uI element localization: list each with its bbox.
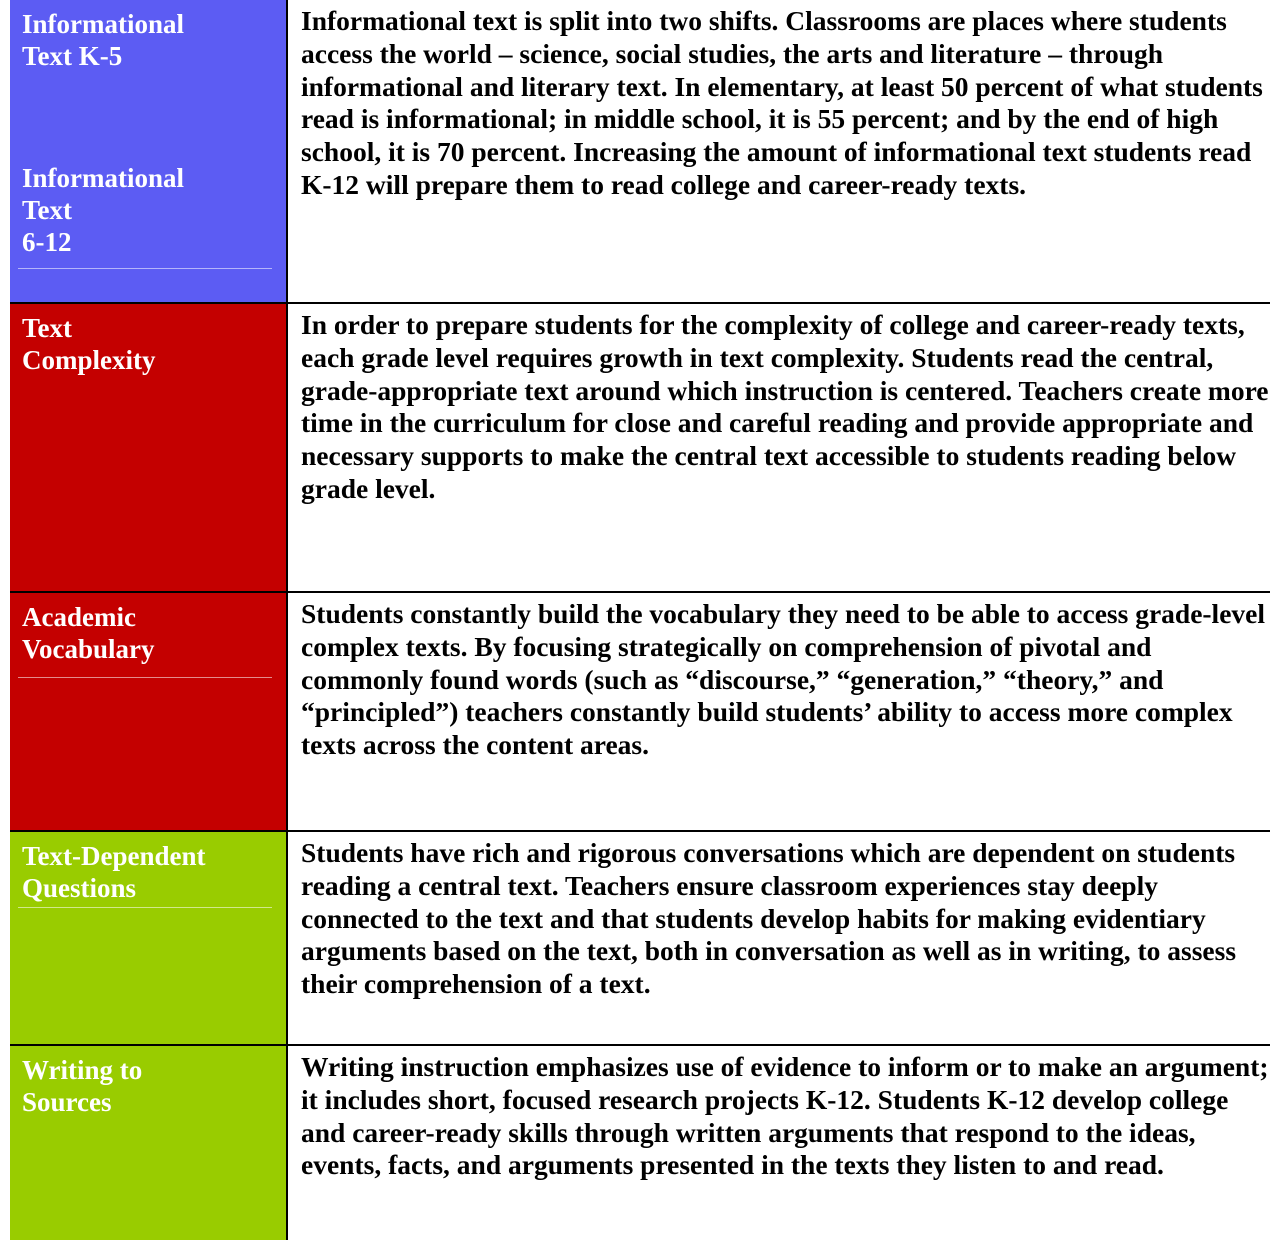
label-line: Questions	[22, 873, 137, 903]
label-line: Text-Dependent	[22, 841, 206, 871]
row-border	[10, 830, 1270, 832]
row-border	[10, 302, 1270, 304]
label-line: Informational	[22, 163, 184, 193]
row-border	[10, 1044, 1270, 1046]
label-line: Writing to	[22, 1055, 143, 1085]
column-border	[286, 0, 288, 1240]
description-informational-text: Informational text is split into two shifts. Classrooms are places where students access the world – science, social studies, the arts and literature – through informational and literary text. In elementary, at least 50 percent of what students read is informational; in middle school, it is 55 percent; and by the end of high school, it is 70 percent. Increasing the amount of informational text students read K-12 will prepare them to read college and career-ready texts.	[288, 0, 1270, 302]
description-text-complexity: In order to prepare students for the complexity of college and career-ready texts, each grade level requires growth in text complexity. Students read the central, grade-appropriate text around which instruction is centered. Teachers create more time in the curriculum for close and careful reading and provide appropriate and necessary supports to make the central text accessible to students reading below grade level.	[288, 304, 1270, 591]
label-text-complexity	[10, 304, 286, 591]
label-line: Informational	[22, 9, 184, 39]
label-line: Text	[22, 195, 73, 225]
label-informational-text-k5	[10, 0, 286, 150]
row-border	[10, 591, 1270, 593]
label-line: Academic	[22, 602, 136, 632]
cell-rule	[18, 268, 272, 269]
label-writing-to-sources	[10, 1046, 286, 1240]
description-writing-to-sources: Writing instruction emphasizes use of evidence to inform or to make an argument; it includes short, focused research projects K-12. Students K-12 develop college and career-ready skills through written arguments that respond to the ideas, events, facts, and arguments presented in the texts they listen to and read.	[288, 1046, 1270, 1240]
label-line: Vocabulary	[22, 634, 155, 664]
label-academic-vocabulary	[10, 593, 286, 830]
label-line: Text	[22, 313, 73, 343]
label-line: 6-12	[22, 227, 72, 257]
description-text-dependent-questions: Students have rich and rigorous conversations which are dependent on students reading a central text. Teachers ensure classroom experiences stay deeply connected to the text and that students develop habits for making evidentiary arguments based on the text, both in conversation as well as in writing, to assess their comprehension of a text.	[288, 832, 1270, 1044]
label-line: Sources	[22, 1087, 112, 1117]
label-line: Text K-5	[22, 41, 123, 71]
description-academic-vocabulary: Students constantly build the vocabulary they need to be able to access grade-level complex texts. By focusing strategically on comprehension of pivotal and commonly found words (such as “discourse,” “generation,” “theory,” and “principled”) teachers constantly build students’ ability to access more complex texts across the content areas.	[288, 593, 1270, 830]
label-informational-text-6-12	[10, 150, 286, 302]
label-text-dependent-questions	[10, 832, 286, 1044]
cell-rule	[18, 677, 272, 678]
instructional-shifts-table	[10, 0, 1270, 1240]
label-line: Complexity	[22, 345, 156, 375]
cell-rule	[18, 907, 272, 908]
